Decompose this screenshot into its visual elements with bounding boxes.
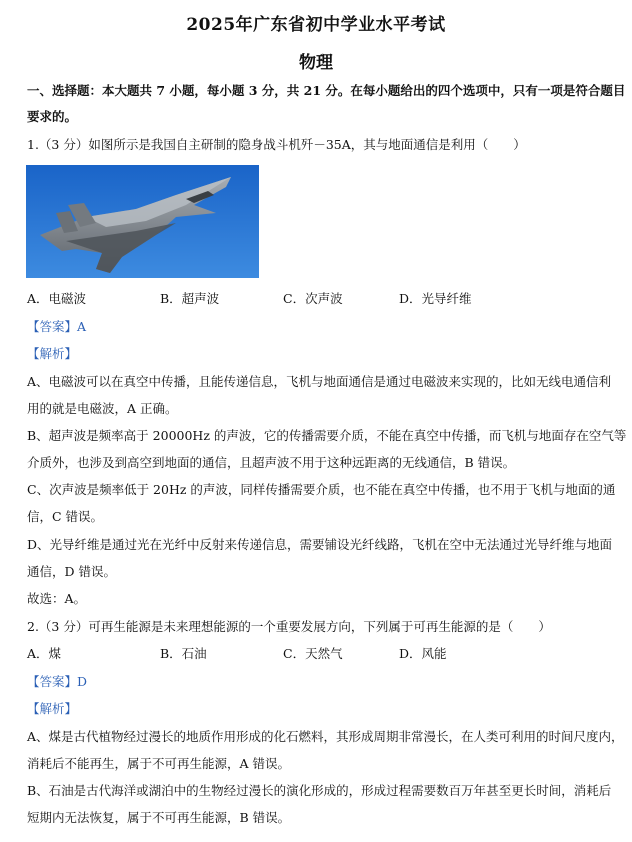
q2-analysis-line: A、煤是古代植物经过漫长的地质作用形成的化石燃料，其形成周期非常漫长，在人类可利用的时间尺度内， xyxy=(27,729,624,744)
page-title: 2025年广东省初中学业水平考试 xyxy=(186,15,446,35)
q1-option-b: B．超声波 xyxy=(160,291,220,306)
section-instructions-line1: 一、选择题：本大题共 7 小题，每小题 3 分，共 21 分。在每小题给出的四个选项中，只有一项是符合题目 xyxy=(27,83,626,98)
q1-analysis-line: 用的就是电磁波，A 正确。 xyxy=(27,401,178,416)
q1-analysis-line: 信，C 错误。 xyxy=(27,509,104,524)
q2-option-c: C．天然气 xyxy=(283,646,343,661)
q2-stem: 2.（3 分）可再生能源是未来理想能源的一个重要发展方向，下列属于可再生能源的是（ ） xyxy=(27,619,551,634)
q1-analysis-line: B、超声波是频率高于 20000Hz 的声波，它的传播需要介质，不能在真空中传播，而飞机与地面存在空气等 xyxy=(27,428,627,443)
q1-conclusion: 故选：A。 xyxy=(27,591,87,606)
subject-title: 物理 xyxy=(299,53,333,73)
q2-option-a: A．煤 xyxy=(27,646,62,661)
section-instructions-line2: 要求的。 xyxy=(27,109,78,124)
q2-analysis-label: 【解析】 xyxy=(27,701,78,716)
q1-analysis-line: 通信，D 错误。 xyxy=(27,564,116,579)
q1-analysis-line: C、次声波是频率低于 20Hz 的声波，同样传播需要介质，也不能在真空中传播，也不用于飞机与地面的通 xyxy=(27,482,616,497)
q1-analysis-line: 介质外，也涉及到高空到地面的通信，且超声波不用于这种远距离的无线通信，B 错误。 xyxy=(27,455,516,470)
q2-analysis-line: B、石油是古代海洋或湖泊中的生物经过漫长的演化形成的，形成过程需要数百万年甚至更长时间，消耗后 xyxy=(27,783,612,798)
q1-option-c: C．次声波 xyxy=(283,291,343,306)
q2-answer: 【答案】D xyxy=(27,674,88,689)
q1-analysis-line: D、光导纤维是通过光在光纤中反射来传递信息，需要铺设光纤线路，飞机在空中无法通过光导纤维与地面 xyxy=(27,537,613,552)
q2-option-b: B．石油 xyxy=(160,646,207,661)
q2-analysis-line: 短期内无法恢复，属于不可再生能源，B 错误。 xyxy=(27,810,291,825)
q1-analysis-label: 【解析】 xyxy=(27,346,78,361)
q1-answer: 【答案】A xyxy=(27,319,87,334)
q1-option-d: D．光导纤维 xyxy=(399,291,472,306)
q2-analysis-line: 消耗后不能再生，属于不可再生能源，A 错误。 xyxy=(27,756,291,771)
q1-option-a: A．电磁波 xyxy=(27,291,87,306)
q2-option-d: D．风能 xyxy=(399,646,447,661)
q1-analysis-line: A、电磁波可以在真空中传播，且能传递信息，飞机与地面通信是通过电磁波来实现的，比如无线电通信利 xyxy=(27,374,612,389)
q1-stem: 1.（3 分）如图所示是我国自主研制的隐身战斗机歼－35A，其与地面通信是利用（ ） xyxy=(27,137,526,152)
fighter-jet-image xyxy=(26,165,259,278)
